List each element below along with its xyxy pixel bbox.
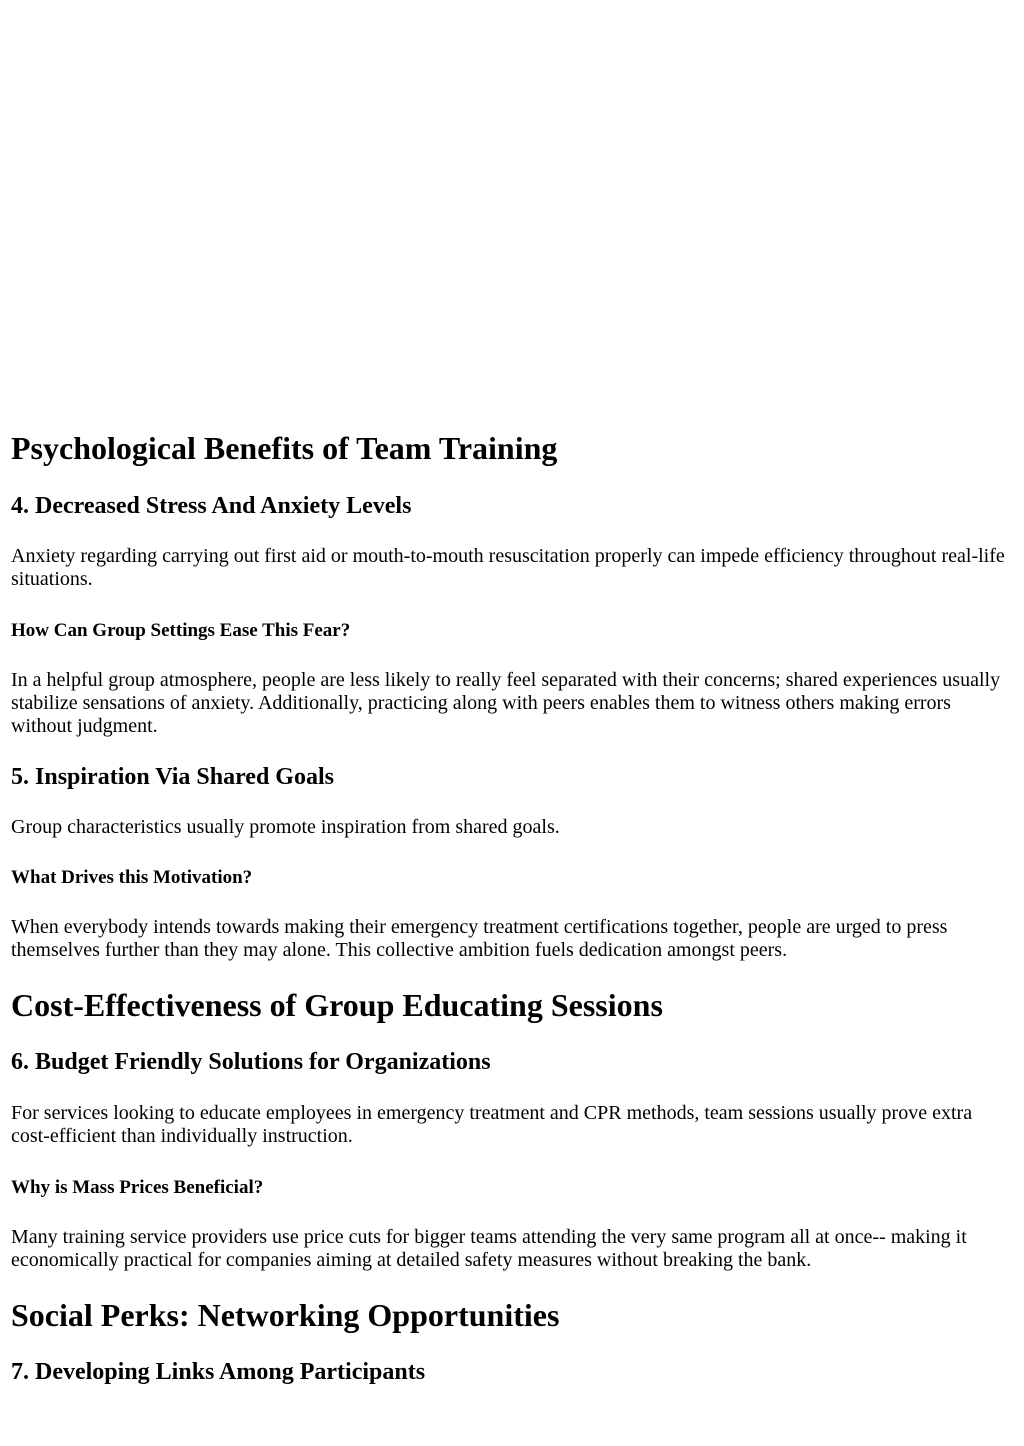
subheading-inspiration: 5. Inspiration Via Shared Goals — [11, 764, 334, 790]
paragraph-group-atmosphere: In a helpful group atmosphere, people are less likely to really feel separated with their concerns; shared experiences usually stabilize sensations of anxiety. Additionally, practicing along with peers enables them to witness others making errors without judgment. — [11, 669, 1001, 737]
subheading-budget-friendly: 6. Budget Friendly Solutions for Organizations — [11, 1049, 491, 1075]
paragraph-services-cost: For services looking to educate employees in emergency treatment and CPR methods, team sessions usually prove extra cost-efficient than individually instruction. — [11, 1102, 973, 1147]
question-group-settings: How Can Group Settings Ease This Fear? — [11, 620, 351, 641]
section-heading-social-perks: Social Perks: Networking Opportunities — [11, 1297, 560, 1333]
paragraph-collective-ambition: When everybody intends towards making their emergency treatment certifications together, people are urged to press themselves further than they may alone. This collective ambition fuels dedication amongst peers. — [11, 916, 948, 961]
subheading-developing-links: 7. Developing Links Among Participants — [11, 1359, 426, 1385]
section-heading-psychological-benefits: Psychological Benefits of Team Training — [11, 430, 558, 466]
subheading-decreased-stress: 4. Decreased Stress And Anxiety Levels — [11, 493, 412, 519]
paragraph-anxiety: Anxiety regarding carrying out first aid or mouth-to-mouth resuscitation properly can impede efficiency throughout real-life situations. — [11, 545, 1005, 590]
paragraph-group-characteristics: Group characteristics usually promote inspiration from shared goals. — [11, 816, 560, 838]
section-heading-cost-effectiveness: Cost-Effectiveness of Group Educating Sessions — [11, 987, 663, 1023]
question-mass-prices: Why is Mass Prices Beneficial? — [11, 1177, 264, 1198]
paragraph-price-cuts: Many training service providers use price cuts for bigger teams attending the very same program all at once-- making it economically practical for companies aiming at detailed safety measures without breaking the bank. — [11, 1226, 967, 1271]
question-motivation: What Drives this Motivation? — [11, 867, 253, 888]
blank-image-area — [0, 0, 1024, 430]
